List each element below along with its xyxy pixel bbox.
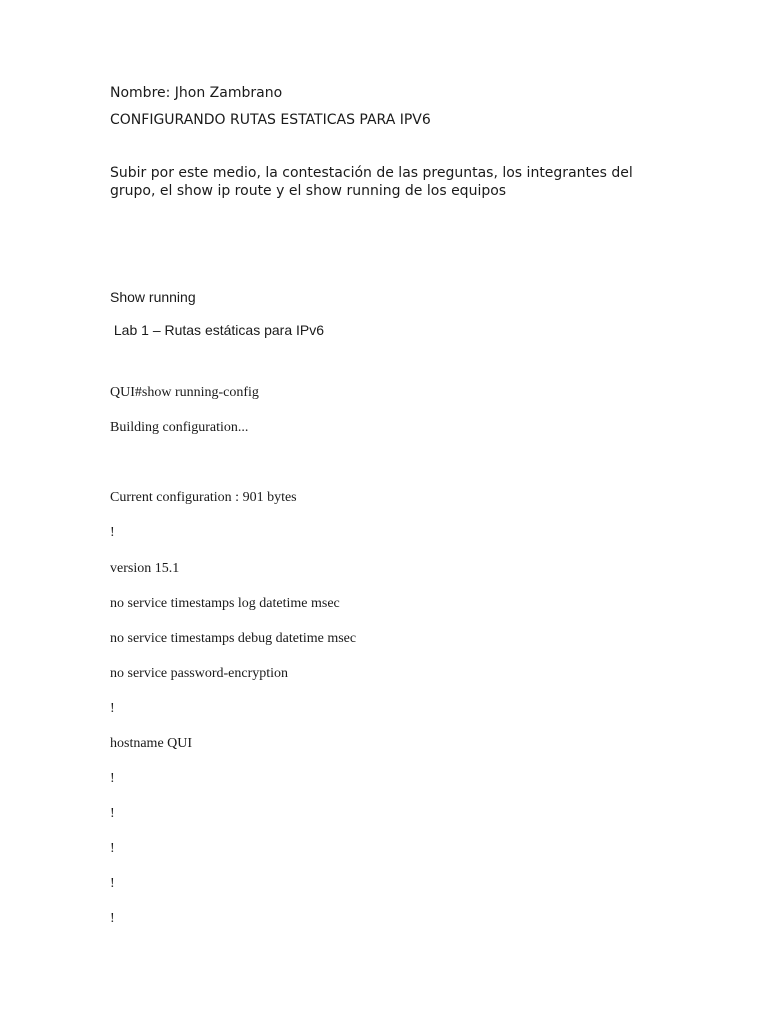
config-line: ! (110, 806, 115, 821)
config-line: ! (110, 841, 115, 856)
document-title: CONFIGURANDO RUTAS ESTATICAS PARA IPV6 (110, 112, 431, 128)
lab-title: Lab 1 – Rutas estáticas para IPv6 (110, 322, 325, 338)
config-line: ! (110, 876, 115, 891)
config-line: Building configuration... (110, 420, 249, 435)
config-line: ! (110, 911, 115, 926)
config-line: no service timestamps log datetime msec (110, 596, 340, 611)
config-line: ! (110, 525, 115, 540)
student-name: Nombre: Jhon Zambrano (110, 85, 283, 101)
config-line: Current configuration : 901 bytes (110, 490, 297, 505)
instructions-paragraph (110, 164, 670, 200)
config-line: no service password-encryption (110, 666, 289, 681)
config-line: no service timestamps debug datetime msec (110, 631, 357, 646)
instructions-line: Subir por este medio, la contestación de las preguntas, los integrantes del (110, 165, 633, 181)
config-line: version 15.1 (110, 561, 180, 576)
config-line: ! (110, 701, 115, 716)
section-heading: Show running (110, 289, 196, 305)
config-line: ! (110, 771, 115, 786)
config-line: QUI#show running-config (110, 385, 259, 400)
config-line: hostname QUI (110, 736, 193, 751)
instructions-line: grupo, el show ip route y el show running de los equipos (110, 183, 507, 199)
